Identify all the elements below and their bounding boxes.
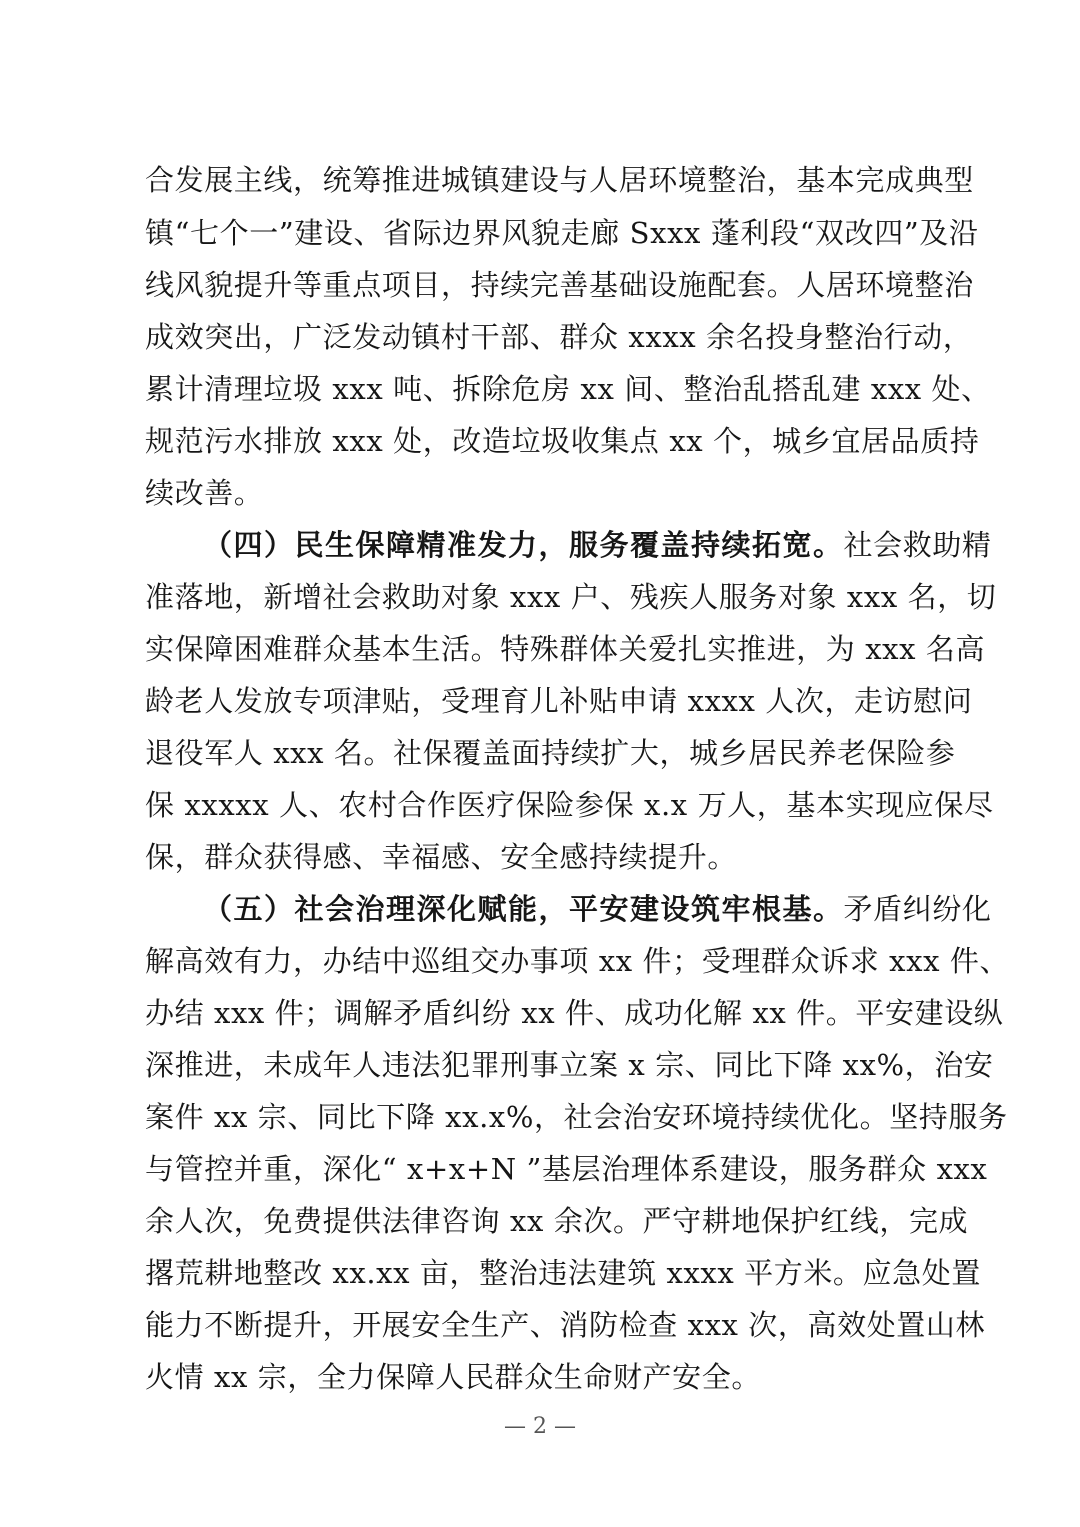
section-5-first-line-text: 矛盾纠纷化 <box>843 892 992 926</box>
paragraph-line: 规范污水排放 xxx 处，改造垃圾收集点 xx 个，城乡宜居品质持 <box>145 424 980 458</box>
paragraph-line: 准落地，新增社会救助对象 xxx 户、残疾人服务对象 xxx 名，切 <box>145 580 997 614</box>
paragraph-line: 合发展主线，统筹推进城镇建设与人居环境整治，基本完成典型 <box>145 163 974 197</box>
paragraph-line: 镇“七个一”建设、省际边界风貌走廊 Sxxx 蓬利段“双改四”及沿 <box>145 216 979 250</box>
paragraph-line: 撂荒耕地整改 xx.xx 亩，整治违法建筑 xxxx 平方米。应急处置 <box>145 1256 981 1290</box>
paragraph-line: 实保障困难群众基本生活。特殊群体关爱扎实推进，为 xxx 名高 <box>145 632 986 666</box>
paragraph-line: 余人次，免费提供法律咨询 xx 余次。严守耕地保护红线，完成 <box>145 1204 969 1238</box>
section-4-first-line <box>203 527 1003 563</box>
page-number: — 2 — <box>504 1414 576 1439</box>
section-4-heading: （四）民生保障精准发力，服务覆盖持续拓宽。 <box>203 528 844 562</box>
paragraph-line: 退役军人 xxx 名。社保覆盖面持续扩大，城乡居民养老保险参 <box>145 736 956 770</box>
paragraph-line: 成效突出，广泛发动镇村干部、群众 xxxx 余名投身整治行动， <box>145 320 973 354</box>
paragraph-line: 续改善。 <box>145 476 264 510</box>
section-5-heading: （五）社会治理深化赋能，平安建设筑牢根基。 <box>203 892 844 926</box>
paragraph-line: 深推进，未成年人违法犯罪刑事立案 x 宗、同比下降 xx%，治安 <box>145 1048 994 1082</box>
paragraph-line: 能力不断提升，开展安全生产、消防检查 xxx 次，高效处置山林 <box>145 1308 986 1342</box>
paragraph-line: 办结 xxx 件；调解矛盾纠纷 xx 件、成功化解 xx 件。平安建设纵 <box>145 996 1004 1030</box>
paragraph-line: 案件 xx 宗、同比下降 xx.x%，社会治安环境持续优化。坚持服务 <box>145 1100 1008 1134</box>
paragraph-line: 龄老人发放专项津贴，受理育儿补贴申请 xxxx 人次，走访慰问 <box>145 684 973 718</box>
paragraph-line: 累计清理垃圾 xxx 吨、拆除危房 xx 间、整治乱搭乱建 xxx 处、 <box>145 372 991 406</box>
paragraph-line: 保 xxxxx 人、农村合作医疗保险参保 x.x 万人，基本实现应保尽 <box>145 788 994 822</box>
section-5-first-line <box>203 891 1003 927</box>
paragraph-line: 与管控并重，深化“ x+x+N ”基层治理体系建设，服务群众 xxx <box>145 1152 988 1186</box>
paragraph-line: 火情 xx 宗，全力保障人民群众生命财产安全。 <box>145 1360 761 1394</box>
paragraph-line: 解高效有力，办结中巡组交办事项 xx 件；受理群众诉求 xxx 件、 <box>145 944 1010 978</box>
paragraph-line: 线风貌提升等重点项目，持续完善基础设施配套。人居环境整治 <box>145 268 974 302</box>
paragraph-line: 保，群众获得感、幸福感、安全感持续提升。 <box>145 840 738 874</box>
section-4-first-line-text: 社会救助精 <box>843 528 992 562</box>
